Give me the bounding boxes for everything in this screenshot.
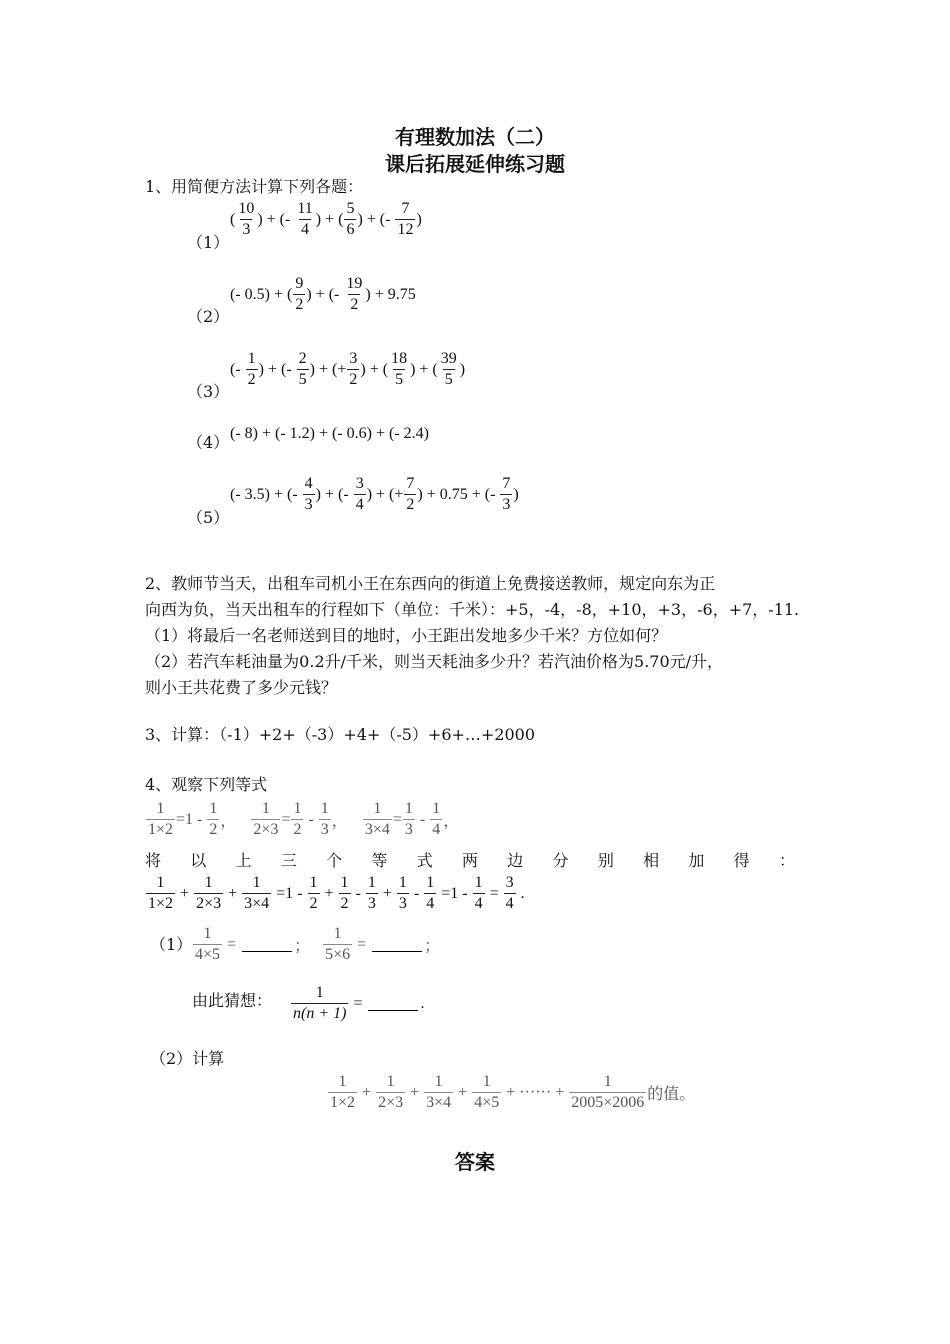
page-title: 有理数加法（二） [395,125,555,149]
fraction: $\frac{1}{3\times 4}$ [244,874,270,912]
fraction: $\frac{1}{2}$ [309,874,318,912]
fraction: $\frac{1}{4}$ [432,800,441,838]
q1-expr-2: (- 0.5) + ( $\frac{9}{2}$ ) + (- $\frac{19}{2}$ ) + 9.75 [230,275,416,313]
fraction: $\frac{3}{4}$ [355,475,364,513]
q2-line-1: 2、教师节当天，出租车司机小王在东西向的街道上免费接送教师，规定向东为正 [145,574,716,593]
fraction: $\frac{11}{4}$ [297,200,313,238]
fraction: $\frac{1}{2}$ [247,350,256,388]
q4-guess-label: 由此猜想： [192,991,273,1010]
fraction: $\frac{1}{4}$ [426,874,435,912]
q1-expr-4: (- 8) + (- 1.2) + (- 0.6) + (- 2.4) [230,425,430,442]
fraction: $\frac{1}{4}$ [474,874,483,912]
q1-label-1: （1） [187,233,230,252]
fraction: $\frac{1}{1\times 2}$ [330,1073,356,1111]
fraction: $\frac{1}{3\times 4}$ [364,800,390,838]
q2-line-3: （1）将最后一名老师送到目的地时，小王距出发地多少千米？方位如何？ [145,626,668,645]
fraction: $\frac{1}{n(n + 1)}$ [293,984,347,1022]
q1-heading: 1、用简便方法计算下列各题： [145,177,364,196]
q4-equalities: $\frac{1}{1\times 2}$ =1 - $\frac{1}{2}$ ， $\frac{1}{2\times 3}$ = $\frac{1}{2}$ - $\frac{1}{3}$ ， $\frac{1}{3\times 4}$ = $\frac{1}{3}$ - $\frac{1}{4}$ ， [148,800,460,838]
fraction: $\frac{1}{3\times 4}$ [426,1073,452,1111]
fraction: $\frac{1}{3}$ [320,800,329,838]
fraction: $\frac{1}{2}$ [209,800,218,838]
fraction: $\frac{3}{2}$ [349,350,358,388]
q2-line-5: 则小王共花费了多少元钱？ [145,678,338,697]
fraction: $\frac{7}{12}$ [397,200,414,238]
fraction: $\frac{1}{2\times 3}$ [253,800,279,838]
page-subtitle: 课后拓展延伸练习题 [385,152,565,176]
q4-part1-label: （1） [150,935,193,954]
fraction: $\frac{9}{2}$ [295,275,304,313]
fraction: $\frac{3}{4}$ [505,874,514,912]
fraction: $\frac{39}{5}$ [440,350,457,388]
fraction: $\frac{2}{5}$ [298,350,307,388]
fraction: $\frac{1}{2\times 3}$ [196,874,222,912]
fraction: $\frac{1}{2}$ [293,800,302,838]
q1-label-5: （5） [187,508,230,527]
fraction: $\frac{4}{3}$ [304,475,313,513]
q1-label-4: （4） [187,433,230,452]
q4-spread-text: 将 以 上 三 个 等 式 两 边 分 别 相 加 得 ： [145,851,795,870]
q1-label-2: （2） [187,307,230,326]
answer-heading: 答案 [455,1150,495,1174]
fraction: $\frac{1}{2005\times 2006}$ [571,1073,645,1111]
fraction: $\frac{1}{1\times 2}$ [148,874,174,912]
fraction: $\frac{1}{3}$ [398,874,407,912]
fraction: $\frac{19}{2}$ [346,275,363,313]
q4-guess: $\frac{1}{n(n + 1)}$ = . [293,984,425,1022]
fraction: $\frac{7}{2}$ [406,475,415,513]
fraction: $\frac{18}{5}$ [391,350,408,388]
q4-part2-calc: $\frac{1}{1\times 2}$ + $\frac{1}{2\times 3}$ + $\frac{1}{3\times 4}$ + $\frac{1}{4\times 5}$ + ······ + $\frac{1}{2005\times 2006}$ 的值。 [330,1073,696,1111]
fraction: $\frac{1}{2}$ [340,874,349,912]
q2-line-2: 向西为负，当天出租车的行程如下（单位：千米）：+5，-4，-8，+10，+3，-6，+7，-11. [145,600,800,619]
fraction: $\frac{1}{3}$ [367,874,376,912]
fraction: $\frac{5}{6}$ [346,200,355,238]
fraction: $\frac{10}{3}$ [238,200,255,238]
fraction: $\frac{1}{1\times 2}$ [148,800,174,838]
q3-text: 3、计算：（-1）+2+（-3）+4+（-5）+6+…+2000 [145,725,536,744]
q2-line-4: （2）若汽车耗油量为0.2升/千米，则当天耗油多少升？若汽油价格为5.70元/升， [145,652,724,671]
fraction: $\frac{1}{5\times 6}$ [325,925,351,963]
q1-expr-5: (- 3.5) + (- $\frac{4}{3}$ ) + (- $\frac{3}{4}$ ) + (+ $\frac{7}{2}$ ) + 0.75 + (- $\frac{7}{3}$ ) [230,475,519,513]
q4-heading: 4、观察下列等式 [145,775,268,794]
q4-part2-label: （2）计算 [150,1049,225,1068]
q4-part1: $\frac{1}{4\times 5}$ = ； $\frac{1}{5\times 6}$ = ； [195,925,441,963]
fraction: $\frac{7}{3}$ [502,475,511,513]
answer-blank [368,996,418,1011]
q1-expr-3: (- $\frac{1}{2}$ ) + (- $\frac{2}{5}$ ) + (+ $\frac{3}{2}$ ) + ( $\frac{18}{5}$ ) + ( $\frac{39}{5}$ ) [230,350,466,388]
q4-sum-equation: $\frac{1}{1\times 2}$ + $\frac{1}{2\times 3}$ + $\frac{1}{3\times 4}$ =1 - $\frac{1}{2}$ + $\frac{1}{2}$ - $\frac{1}{3}$ + $\frac{1}{3}$ - $\frac{1}{4}$ =1 - $\frac{1}{4}$ = $\frac{3}{4}$ . [148,874,525,912]
answer-blank [372,937,422,952]
answer-blank [242,937,292,952]
fraction: $\frac{1}{4\times 5}$ [195,925,221,963]
fraction: $\frac{1}{2\times 3}$ [378,1073,404,1111]
q1-label-3: （3） [187,382,230,401]
fraction: $\frac{1}{3}$ [404,800,413,838]
fraction: $\frac{1}{4\times 5}$ [474,1073,500,1111]
q1-expr-1: ( $\frac{10}{3}$ ) + (- $\frac{11}{4}$ ) + ( $\frac{5}{6}$ ) + (- $\frac{7}{12}$ ) [230,200,422,238]
